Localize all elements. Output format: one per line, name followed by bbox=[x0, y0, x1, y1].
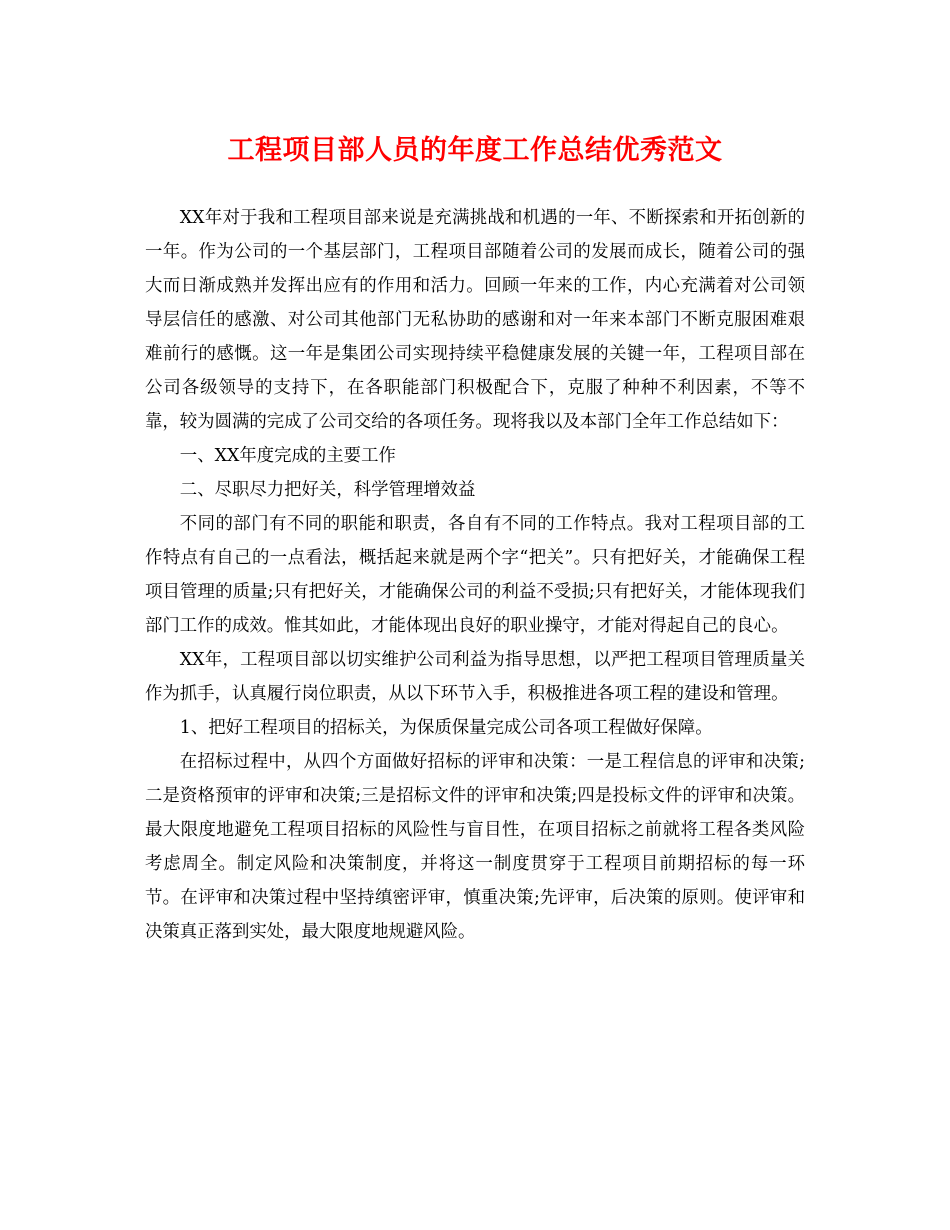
heading-section-1: 一、XX年度完成的主要工作 bbox=[179, 446, 396, 466]
heading-item-1: 1、把好工程项目的招标关，为保质保量完成公司各项工程做好保障。 bbox=[179, 718, 713, 738]
document-title: 工程项目部人员的年度工作总结优秀范文 bbox=[227, 135, 723, 166]
document-body bbox=[145, 201, 805, 949]
paragraph-annual-approach: XX年，工程项目部以切实维护公司利益为指导思想，以严把工程项目管理质量关作为抓手，认真履行岗位职责，从以下环节入手，积极推进各项工程的建设和管理。 bbox=[145, 650, 805, 704]
heading-section-2: 二、尽职尽力把好关，科学管理增效益 bbox=[179, 480, 476, 500]
paragraph-intro: XX年对于我和工程项目部来说是充满挑战和机遇的一年、不断探索和开拓创新的一年。作为公司的一个基层部门，工程项目部随着公司的发展而成长，随着公司的强大而日渐成熟并发挥出应有的作用和活力。回顾一年来的工作，内心充满着对公司领导层信任的感激、对公司其他部门无私协助的感谢和对一年来本部门不断克服困难艰难前行的感慨。这一年是集团公司实现持续平稳健康发展的关键一年，工程项目部在公司各级领导的支持下，在各职能部门积极配合下，克服了种种不利因素，不等不靠，较为圆满的完成了公司交给的各项任务。现将我以及本部门全年工作总结如下： bbox=[145, 208, 805, 432]
paragraph-bidding: 在招标过程中，从四个方面做好招标的评审和决策：一是工程信息的评审和决策;二是资格预审的评审和决策;三是招标文件的评审和决策;四是投标文件的评审和决策。最大限度地避免工程项目招标的风险性与盲目性，在项目招标之前就将工程各类风险考虑周全。制定风险和决策制度，并将这一制度贯穿于工程项目前期招标的每一环节。在评审和决策过程中坚持缜密评审，慎重决策;先评审，后决策的原则。使评审和决策真正落到实处，最大限度地规避风险。 bbox=[145, 752, 805, 942]
paragraph-gatekeeping: 不同的部门有不同的职能和职责，各自有不同的工作特点。我对工程项目部的工作特点有自己的一点看法，概括起来就是两个字“把关”。只有把好关，才能确保工程项目管理的质量;只有把好关，才能确保公司的利益不受损;只有把好关，才能体现我们部门工作的成效。惟其如此，才能体现出良好的职业操守，才能对得起自己的良心。 bbox=[145, 514, 805, 636]
